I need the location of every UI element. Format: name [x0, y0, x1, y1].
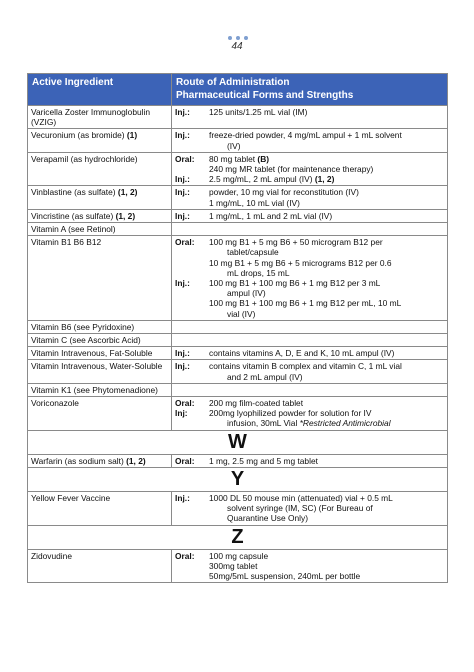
strength-text: vial (IV)	[227, 308, 256, 319]
table-row	[28, 334, 448, 347]
strength-text: 200mg lyophilized powder for solution for IV	[209, 408, 372, 419]
strength-text: 50mg/5mL suspension, 240mL per bottle	[209, 570, 361, 581]
ingredient-name: Vitamin B6 (see Pyridoxine)	[28, 320, 172, 333]
ingredient-name: Vincristine (as sulfate) (1, 2)	[28, 209, 172, 222]
ingredient-name: Voriconazole	[28, 397, 172, 431]
strength-text: 1 mg/mL, 1 mL and 2 mL vial (IV)	[209, 210, 333, 221]
route-label: Oral:	[175, 153, 195, 164]
list-mark: (1, 2)	[314, 174, 335, 185]
strength-text: 300mg tablet	[209, 560, 258, 571]
table-row	[28, 152, 448, 186]
header-active-ingredient: Active Ingredient	[28, 74, 172, 106]
strength-text: and 2 mL ampul (IV)	[227, 371, 303, 382]
ingredient-name: Yellow Fever Vaccine	[28, 491, 172, 525]
strength-text: (IV)	[227, 140, 241, 151]
table-row	[28, 549, 448, 583]
strength-text: 100 mg capsule	[209, 550, 269, 561]
table-row	[28, 397, 448, 431]
table-row	[28, 320, 448, 333]
strength-text: tablet/capsule	[227, 247, 279, 258]
route-label: Inj:	[175, 408, 188, 419]
strength-text: 100 mg B1 + 100 mg B6 + 1 mg B12 per mL, 10 mL	[209, 298, 402, 309]
table-row	[28, 347, 448, 360]
header-route	[172, 74, 448, 106]
strength-text: 240 mg MR tablet (for maintenance therapy)	[209, 164, 374, 175]
strength-text: 1 mg/mL, 10 mL vial (IV)	[209, 197, 300, 208]
dot-icon	[244, 36, 248, 40]
ingredient-name: Zidovudine	[28, 549, 172, 583]
ingredient-name: Vitamin B1 B6 B12	[28, 236, 172, 321]
ingredient-name: Warfarin (as sodium salt) (1, 2)	[28, 454, 172, 467]
route-label: Oral:	[175, 455, 195, 466]
section-letter-row	[28, 430, 448, 454]
strength-text: 125 units/1.25 mL vial (IM)	[209, 107, 308, 117]
table-row	[28, 491, 448, 525]
ingredient-name: Vitamin Intravenous, Water-Soluble	[28, 360, 172, 383]
table-header-row	[28, 74, 448, 106]
ingredient-name: Vitamin Intravenous, Fat-Soluble	[28, 347, 172, 360]
table-row	[28, 360, 448, 383]
route-label: Inj.:	[175, 210, 190, 221]
strength-text: 100 mg B1 + 5 mg B6 + 50 microgram B12 per	[209, 237, 383, 248]
ingredient-name: Vitamin K1 (see Phytomenadione)	[28, 383, 172, 396]
strength-text: ampul (IV)	[227, 288, 266, 299]
strength-text: 1 mg, 2.5 mg and 5 mg tablet	[209, 455, 318, 466]
header-route-line1: Route of Administration	[176, 77, 290, 88]
table-row	[28, 236, 448, 321]
page-header	[0, 36, 474, 52]
list-mark: (1, 2)	[126, 455, 146, 466]
header-route-line2: Pharmaceutical Forms and Strengths	[176, 89, 354, 101]
strength-text: 10 mg B1 + 5 mg B6 + 5 micrograms B12 per 0.6	[209, 257, 392, 268]
section-letter: W	[28, 430, 448, 454]
ingredient-name: Vitamin C (see Ascorbic Acid)	[28, 334, 172, 347]
route-label: Inj.:	[175, 174, 190, 185]
section-letter-row	[28, 467, 448, 491]
strength-text: 1000 DL 50 mouse min (attenuated) vial + 0.5 mL	[209, 492, 393, 503]
page-number: 44	[231, 41, 243, 52]
ingredient-name: Varicella Zoster Immunoglobulin (VZIG)	[28, 106, 172, 129]
strength-text: Quarantine Use Only)	[227, 513, 308, 524]
table-row	[28, 129, 448, 152]
dot-icon	[236, 36, 240, 40]
strength-text: powder, 10 mg vial for reconstitution (IV)	[209, 187, 359, 198]
dot-icon	[228, 36, 232, 40]
table-row	[28, 106, 448, 129]
table-row	[28, 454, 448, 467]
route-label: Oral:	[175, 550, 195, 561]
ingredient-name: Vinblastine (as sulfate) (1, 2)	[28, 186, 172, 209]
strength-text: 80 mg tablet	[209, 153, 256, 164]
ingredient-name: Vitamin A (see Retinol)	[28, 223, 172, 236]
list-mark: (B)	[257, 153, 270, 164]
strength-text: infusion, 30mL Vial	[227, 418, 298, 429]
section-letter: Y	[28, 467, 448, 491]
ingredient-name: Verapamil (as hydrochloride)	[28, 152, 172, 186]
list-mark: (1, 2)	[115, 210, 136, 221]
ingredient-name: Vecuronium (as bromide) (1)	[28, 129, 172, 152]
strength-text: contains vitamin B complex and vitamin C, 1 mL vial	[209, 361, 402, 372]
route-label: Oral:	[175, 237, 195, 248]
route-label: Oral:	[175, 398, 195, 409]
table-row	[28, 383, 448, 396]
strength-text: solvent syringe (IM, SC) (For Bureau of	[227, 503, 373, 514]
section-letter: Z	[28, 525, 448, 549]
list-mark: (1, 2)	[117, 187, 138, 198]
table-row	[28, 186, 448, 209]
list-mark: (1)	[126, 130, 138, 141]
route-label: Inj.:	[175, 492, 190, 503]
route-label: Inj.:	[175, 107, 190, 117]
route-label: Inj.:	[175, 348, 190, 359]
table-row	[28, 209, 448, 222]
route-label: Inj.:	[175, 278, 190, 289]
strength-text: contains vitamins A, D, E and K, 10 mL ampul (IV)	[209, 348, 395, 359]
strength-text: 2.5 mg/mL, 2 mL ampul (IV)	[209, 174, 313, 185]
route-label: Inj.:	[175, 187, 190, 198]
drug-table	[27, 73, 448, 583]
strength-text: 200 mg film-coated tablet	[209, 398, 304, 409]
strength-text: 100 mg B1 + 100 mg B6 + 1 mg B12 per 3 mL	[209, 278, 381, 289]
restriction-note: *Restricted Antimicrobial	[299, 418, 391, 429]
route-label: Inj.:	[175, 130, 190, 141]
strength-text: mL drops, 15 mL	[227, 267, 290, 278]
strength-text: freeze-dried powder, 4 mg/mL ampul + 1 mL solvent	[209, 130, 402, 141]
section-letter-row	[28, 525, 448, 549]
table-row	[28, 223, 448, 236]
route-label: Inj.:	[175, 361, 190, 372]
decorative-dots	[2, 36, 474, 40]
